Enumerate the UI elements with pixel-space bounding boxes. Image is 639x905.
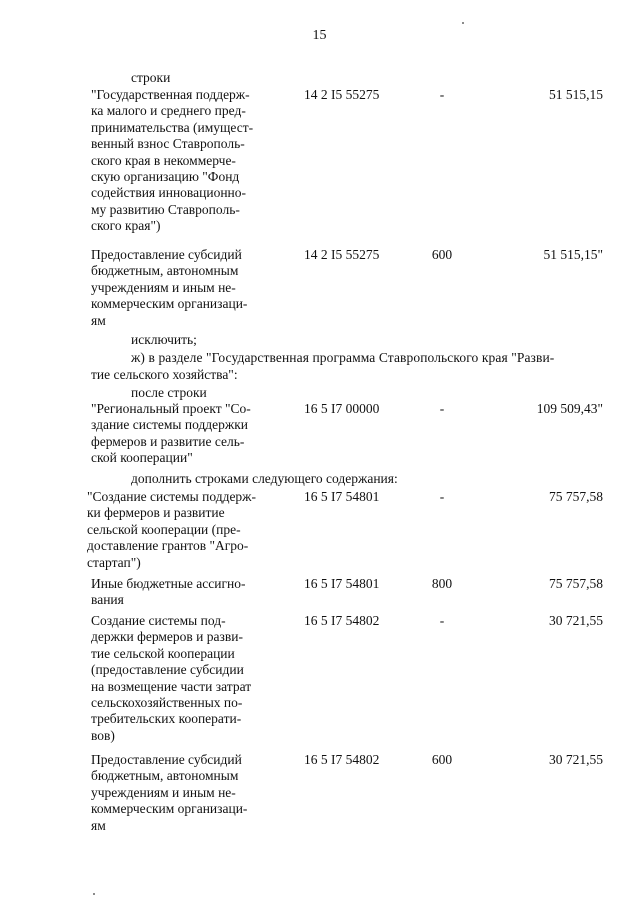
row-name: "Государственная поддерж- ка малого и среднего пред- принимательства (имущест- венный взнос Ставрополь- ского края в некоммерче- скую организацию "Фонд содействия инновационно- му развитию Ставрополь- ского края") [91,87,254,234]
row-code: 16 5 I7 54801 [304,576,380,591]
row-sum: 75 757,58 [549,576,603,591]
instruction-after-row: после строки [131,385,207,400]
row-vr: - [439,489,445,504]
intro-rows-label: строки [131,70,171,85]
row-name: Создание системы под- держки фермеров и разви- тие сельской кооперации (предоставление субсидии на возмещение части затрат сельскохозяйственных по- требительских кооперати- вов) [91,613,252,743]
instruction-add-rows: дополнить строками следующего содержания: [131,471,398,486]
row-name: Предоставление субсидий бюджетным, автономным учреждениям и иным не- коммерческим организаци- ям [91,752,248,833]
row-code: 14 2 I5 55275 [304,87,380,102]
row-sum: 30 721,55 [549,752,603,767]
row-vr: - [439,87,445,102]
row-vr: - [439,613,445,628]
row-vr: - [439,401,445,416]
row-sum: 51 515,15 [549,87,603,102]
instruction-exclude: исключить; [131,332,197,347]
row-code: 16 5 I7 00000 [304,401,380,416]
instruction-section-line-1: ж) в разделе "Государственная программа Ставропольского края "Разви- [131,350,555,365]
row-code: 16 5 I7 54802 [304,752,380,767]
row-vr: 600 [431,247,453,262]
row-vr: 600 [431,752,453,767]
row-name: Предоставление субсидий бюджетным, автономным учреждениям и иным не- коммерческим организаци- ям [91,247,248,328]
row-vr: 800 [431,576,453,591]
scan-speck [462,22,464,24]
page-number: 15 [312,28,327,43]
row-code: 14 2 I5 55275 [304,247,380,262]
row-name: "Создание системы поддерж- ки фермеров и развитие сельской кооперации (пре- доставление грантов "Агро- стартап") [87,489,257,570]
row-code: 16 5 I7 54802 [304,613,380,628]
scan-speck [93,893,95,895]
row-sum: 109 509,43" [536,401,603,416]
row-name: Иные бюджетные ассигно- вания [91,576,246,608]
instruction-section-line-2: тие сельского хозяйства": [91,367,238,382]
row-name: "Региональный проект "Со- здание системы поддержки фермеров и развитие сель- ской кооперации" [91,401,251,466]
row-code: 16 5 I7 54801 [304,489,380,504]
row-sum: 30 721,55 [549,613,603,628]
row-sum: 51 515,15" [543,247,603,262]
row-sum: 75 757,58 [549,489,603,504]
